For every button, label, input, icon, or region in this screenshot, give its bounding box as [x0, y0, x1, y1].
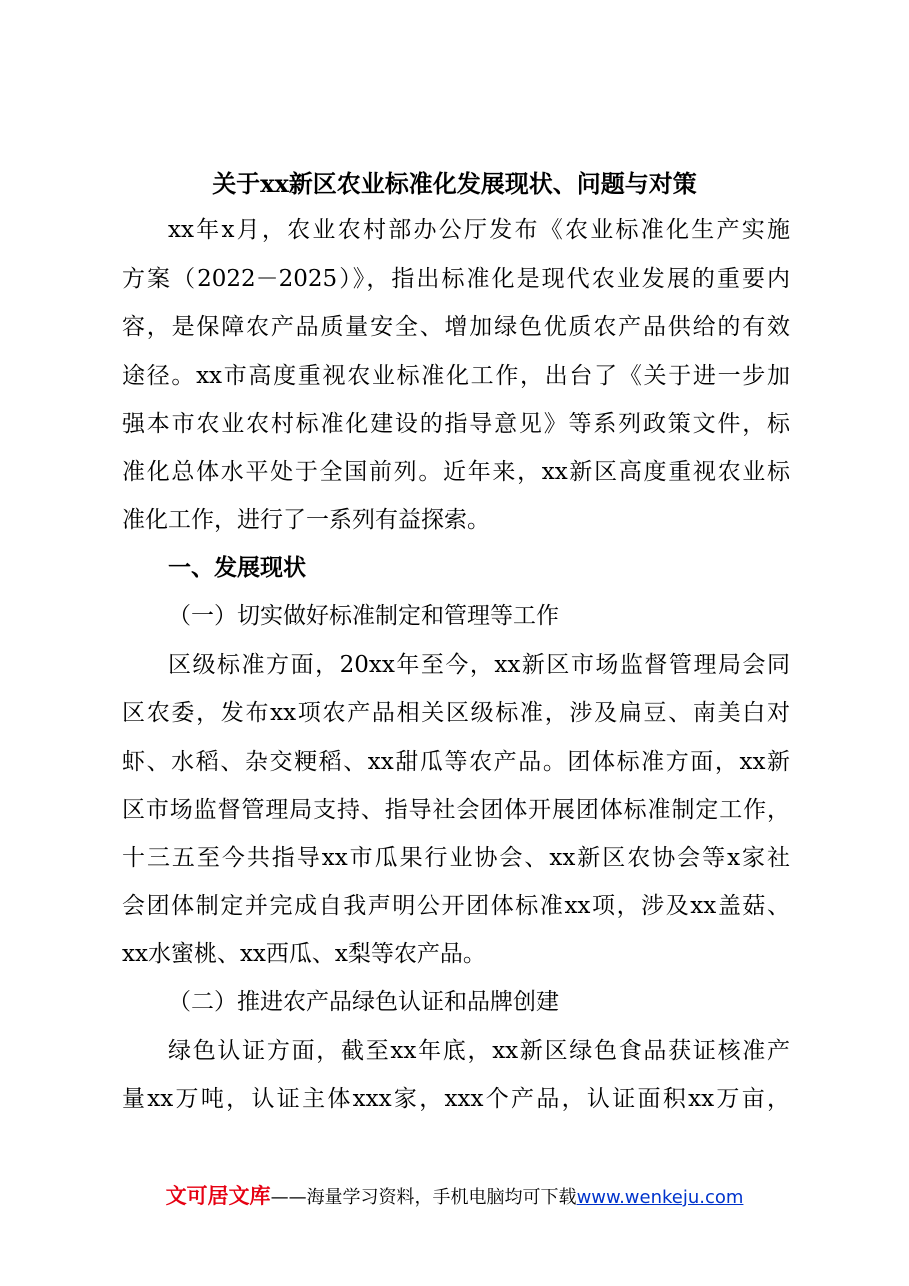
- subsection-heading-2: （二）推进农产品绿色认证和品牌创建: [168, 989, 559, 1015]
- intro-line-1: xx年x月，农业农村部办公厅发布《农业标准化生产实施: [168, 217, 790, 243]
- footer-url-link[interactable]: www.wenkeju.com: [576, 1187, 744, 1208]
- sub2-line-2: 量xx万吨，认证主体xxx家，xxx个产品，认证面积xx万亩，: [122, 1086, 790, 1112]
- intro-line-6: 准化总体水平处于全国前列。近年来，xx新区高度重视农业标: [122, 459, 790, 485]
- intro-line-7: 准化工作，进行了一系列有益探索。: [122, 507, 490, 533]
- sub1-line-3: 虾、水稻、杂交粳稻、xx甜瓜等农产品。团体标准方面，xx新: [122, 749, 790, 775]
- subsection-heading-1: （一）切实做好标准制定和管理等工作: [168, 603, 559, 629]
- sub1-line-4: 区市场监督管理局支持、指导社会团体开展团体标准制定工作，: [122, 797, 790, 823]
- sub1-line-6: 会团体制定并完成自我声明公开团体标准xx项，涉及xx盖菇、: [122, 893, 790, 919]
- document-title: 关于xx新区农业标准化发展现状、问题与对策: [212, 169, 697, 198]
- sub1-line-5: 十三五至今共指导xx市瓜果行业协会、xx新区农协会等x家社: [122, 845, 790, 871]
- intro-line-2: 方案（2022－2025）》，指出标准化是现代农业发展的重要内: [122, 266, 790, 292]
- sub1-line-7: xx水蜜桃、xx西瓜、x梨等农产品。: [122, 941, 486, 967]
- footer-brand: 文可居文库: [165, 1184, 271, 1208]
- footer-banner: [0, 1182, 909, 1212]
- sub1-line-2: 区农委，发布xx项农产品相关区级标准，涉及扁豆、南美白对: [122, 700, 790, 726]
- intro-line-5: 强本市农业农村标准化建设的指导意见》等系列政策文件，标: [122, 411, 790, 437]
- footer-tagline: ——海量学习资料，手机电脑均可下载: [270, 1187, 577, 1208]
- section-heading-1: 一、发展现状: [168, 555, 306, 581]
- intro-line-4: 途径。xx市高度重视农业标准化工作，出台了《关于进一步加: [122, 363, 790, 389]
- sub1-line-1: 区级标准方面，20xx年至今，xx新区市场监督管理局会同: [168, 652, 790, 678]
- intro-line-3: 容，是保障农产品质量安全、增加绿色优质农产品供给的有效: [122, 314, 790, 340]
- sub2-line-1: 绿色认证方面，截至xx年底，xx新区绿色食品获证核准产: [168, 1038, 790, 1064]
